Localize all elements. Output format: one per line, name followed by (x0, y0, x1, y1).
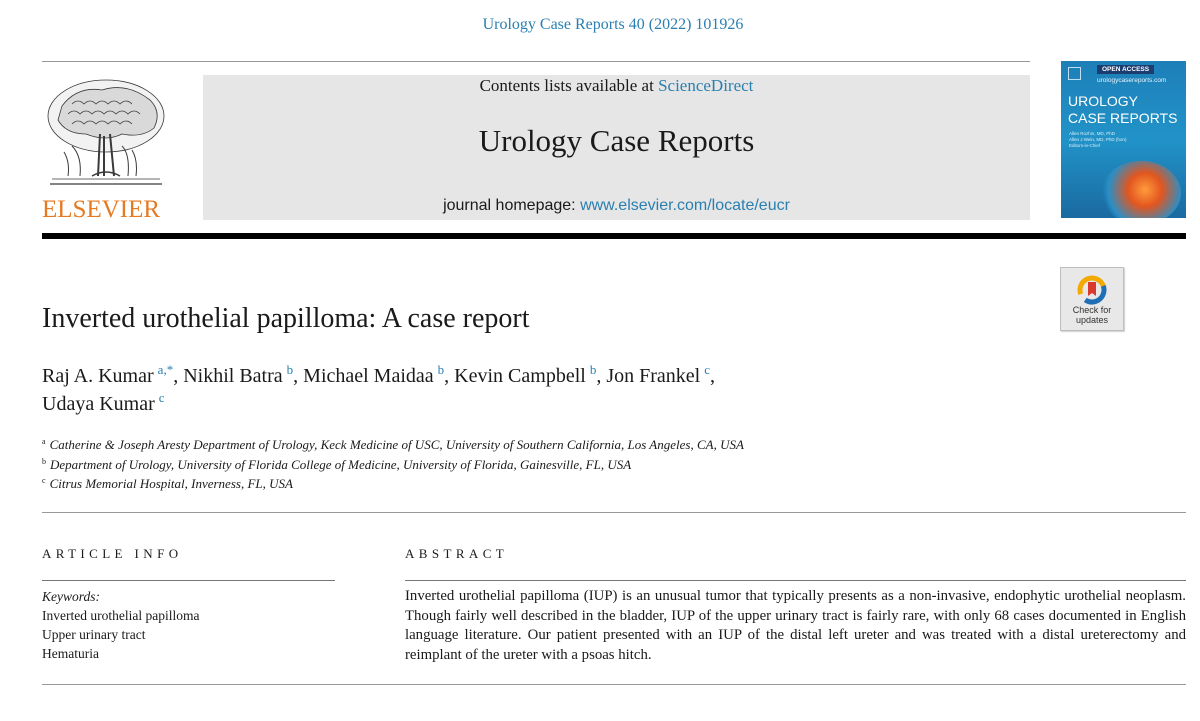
author-separator: , (710, 365, 716, 387)
keyword-item[interactable]: Upper urinary tract (42, 627, 146, 642)
author-name: Kevin Campbell (454, 365, 586, 387)
article-info-rule (42, 580, 335, 581)
abstract-heading: ABSTRACT (405, 546, 509, 561)
journal-title: Urology Case Reports (478, 123, 755, 158)
author-1[interactable] (42, 362, 174, 387)
contents-availability (203, 76, 1030, 96)
top-divider (42, 61, 1030, 62)
homepage-prefix: journal homepage: (443, 197, 576, 214)
section-divider (42, 512, 1186, 513)
article-title: Inverted urothelial papilloma: A case report (42, 303, 530, 334)
citation-journal: Urology Case Reports (482, 16, 625, 33)
article-info-heading: ARTICLE INFO (42, 546, 183, 561)
abstract-text: Inverted urothelial papilloma (IUP) is an unusual tumor that typically presents as a non-invasive, endophytic urothelial neoplasm. Though fairly well described in the bladder, IUP of the upper urinary tract is fairly rare, with only 68 cases documented in English language literature. Our patient presented with an IUP of the distal left ureter and was treated with a distal ureterectomy and reimplant of the ureter with a psoas hitch. (405, 588, 1186, 663)
author-affil-mark[interactable]: c (704, 362, 711, 377)
author-5[interactable] (606, 362, 711, 387)
author-2[interactable] (183, 362, 294, 387)
author-affil-mark[interactable]: c (158, 390, 165, 405)
cover-editor-3: Editors-in-Chief (1069, 143, 1101, 148)
sciencedirect-link[interactable]: ScienceDirect (658, 76, 754, 95)
check-updates-line2: updates (1075, 315, 1109, 325)
author-list (42, 362, 1042, 418)
keyword-item[interactable]: Inverted urothelial papilloma (42, 608, 200, 623)
check-for-updates-button[interactable] (1060, 267, 1124, 331)
contents-prefix: Contents lists available at (479, 76, 654, 95)
author-name: Michael Maidaa (303, 365, 434, 387)
bottom-divider (42, 684, 1186, 685)
journal-citation[interactable] (0, 16, 1200, 34)
author-name: Udaya Kumar (42, 393, 155, 415)
cover-elsevier-icon (1068, 67, 1081, 80)
journal-homepage (203, 197, 1030, 215)
keywords-label: Keywords: (42, 589, 100, 604)
author-4[interactable] (454, 362, 597, 387)
cover-editors (1069, 131, 1126, 149)
journal-cover-image[interactable] (1061, 61, 1186, 218)
author-affil-mark[interactable]: a,* (157, 362, 174, 377)
affiliation-list (42, 435, 744, 494)
elsevier-wordmark: ELSEVIER (42, 196, 161, 223)
cover-url: urologycasereports.com (1097, 77, 1167, 84)
affiliation-text: Catherine & Joseph Aresty Department of Urology, Keck Medicine of USC, University of Southern California, Los Angeles, CA, USA (49, 437, 744, 452)
author-name: Raj A. Kumar (42, 365, 154, 387)
cover-title (1068, 93, 1177, 127)
citation-volume: 40 (2022) 101926 (628, 16, 744, 33)
check-updates-label (1061, 305, 1123, 325)
affiliation-b (42, 455, 744, 475)
affiliation-mark: c (42, 476, 46, 485)
author-name: Nikhil Batra (183, 365, 283, 387)
journal-masthead (203, 75, 1030, 220)
cover-kidney-illustration (1101, 161, 1181, 218)
author-6[interactable] (42, 390, 165, 415)
keywords-block (42, 587, 199, 663)
affiliation-text: Citrus Memorial Hospital, Inverness, FL, USA (49, 476, 293, 491)
homepage-link[interactable]: www.elsevier.com/locate/eucr (580, 197, 790, 214)
cover-editor-2: Allen J Wein, MD, PhD (hon) (1069, 137, 1127, 142)
affiliation-c (42, 474, 744, 494)
author-separator: , (444, 365, 455, 387)
open-access-badge: OPEN ACCESS (1097, 65, 1154, 74)
keyword-item[interactable]: Hematuria (42, 646, 99, 661)
affiliation-a (42, 435, 744, 455)
author-name: Jon Frankel (606, 365, 701, 387)
cover-editor-1: Allen Rozhin, MD, PhD (1069, 131, 1116, 136)
affiliation-text: Department of Urology, University of Florida College of Medicine, University of Florida, Gainesville, FL, USA (50, 456, 632, 472)
cover-title-line2: CASE REPORTS (1068, 110, 1178, 126)
author-affil-mark[interactable]: b (589, 362, 597, 377)
cover-title-line1: UROLOGY (1068, 93, 1139, 109)
header-thick-divider (42, 233, 1186, 239)
abstract-rule (405, 580, 1186, 581)
author-separator: , (596, 365, 607, 387)
author-separator: , (173, 365, 184, 387)
affiliation-mark: a (42, 437, 46, 446)
author-separator: , (293, 365, 304, 387)
affiliation-mark: b (42, 456, 46, 466)
check-updates-line1: Check for (1072, 305, 1112, 315)
author-affil-mark[interactable]: b (437, 362, 445, 377)
author-affil-mark[interactable]: b (286, 362, 294, 377)
check-updates-icon (1076, 274, 1108, 306)
author-3[interactable] (303, 362, 445, 387)
